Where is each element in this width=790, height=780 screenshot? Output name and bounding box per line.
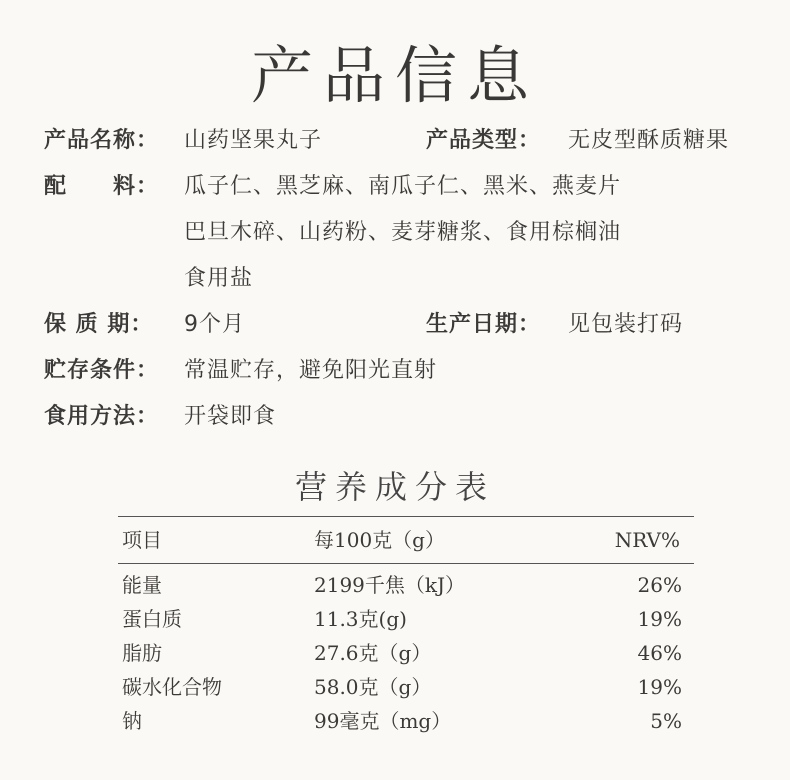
info-row-ingredients-cont bbox=[44, 210, 621, 256]
storage-value: 常温贮存，避免阳光直射 bbox=[184, 358, 438, 383]
shelf-life-label: 保 质 期： bbox=[44, 312, 154, 337]
info-row-name bbox=[44, 118, 730, 164]
nutrient-amount: 58.0克（g） bbox=[314, 675, 432, 699]
header-per-100g: 每100克（g） bbox=[314, 528, 445, 552]
ingredients-line-1: 瓜子仁、黑芝麻、南瓜子仁、黑米、燕麦片 bbox=[184, 174, 622, 199]
info-row-shelf-life bbox=[44, 302, 684, 348]
nutrient-amount: 27.6克（g） bbox=[314, 641, 432, 665]
product-info bbox=[44, 118, 730, 440]
nutrient-nrv: 19% bbox=[637, 607, 682, 631]
table-row bbox=[118, 568, 694, 602]
nutrient-nrv: 46% bbox=[637, 641, 682, 665]
info-row-usage bbox=[44, 394, 621, 440]
nutrition-title: 营养成分表 bbox=[294, 468, 495, 506]
info-row-ingredients-cont bbox=[44, 256, 621, 302]
nutrient-name: 蛋白质 bbox=[122, 607, 182, 631]
production-date bbox=[426, 302, 683, 348]
ingredients-label: 配 料： bbox=[44, 174, 160, 199]
usage-label: 食用方法： bbox=[44, 404, 160, 429]
product-name-value: 山药坚果丸子 bbox=[184, 128, 323, 153]
info-row-storage bbox=[44, 348, 621, 394]
nutrition-table bbox=[118, 516, 694, 738]
table-row bbox=[118, 704, 694, 738]
nutrient-name: 碳水化合物 bbox=[122, 675, 222, 699]
nutrient-name: 钠 bbox=[122, 709, 142, 733]
product-type-label: 产品类型： bbox=[426, 128, 542, 153]
ingredients-line-2: 巴旦木碎、山药粉、麦芽糖浆、食用棕榈油 bbox=[184, 220, 622, 245]
product-name-label: 产品名称： bbox=[44, 128, 160, 153]
table-header-row bbox=[118, 517, 694, 563]
nutrient-name: 能量 bbox=[122, 573, 162, 597]
nutrient-nrv: 19% bbox=[637, 675, 682, 699]
production-date-value: 见包装打码 bbox=[568, 312, 684, 337]
info-row-ingredients bbox=[44, 164, 621, 210]
shelf-life-value: 9个月 bbox=[184, 312, 245, 337]
header-item: 项目 bbox=[122, 528, 162, 552]
nutrient-nrv: 26% bbox=[637, 573, 682, 597]
ingredients-line-3: 食用盐 bbox=[184, 266, 254, 291]
storage-label: 贮存条件： bbox=[44, 358, 160, 383]
nutrient-amount: 2199千焦（kJ） bbox=[314, 573, 466, 597]
usage-value: 开袋即食 bbox=[184, 404, 277, 429]
nutrient-nrv: 5% bbox=[650, 709, 682, 733]
header-nrv: NRV% bbox=[614, 528, 680, 552]
nutrient-amount: 11.3克(g) bbox=[314, 607, 407, 631]
page-title: 产品信息 bbox=[250, 39, 539, 112]
product-type bbox=[426, 118, 729, 164]
table-row bbox=[118, 636, 694, 670]
table-row bbox=[118, 670, 694, 704]
nutrient-amount: 99毫克（mg） bbox=[314, 709, 452, 733]
table-row bbox=[118, 602, 694, 636]
nutrient-name: 脂肪 bbox=[122, 641, 162, 665]
production-date-label: 生产日期： bbox=[426, 312, 542, 337]
table-body bbox=[118, 564, 694, 738]
product-type-value: 无皮型酥质糖果 bbox=[568, 128, 730, 153]
